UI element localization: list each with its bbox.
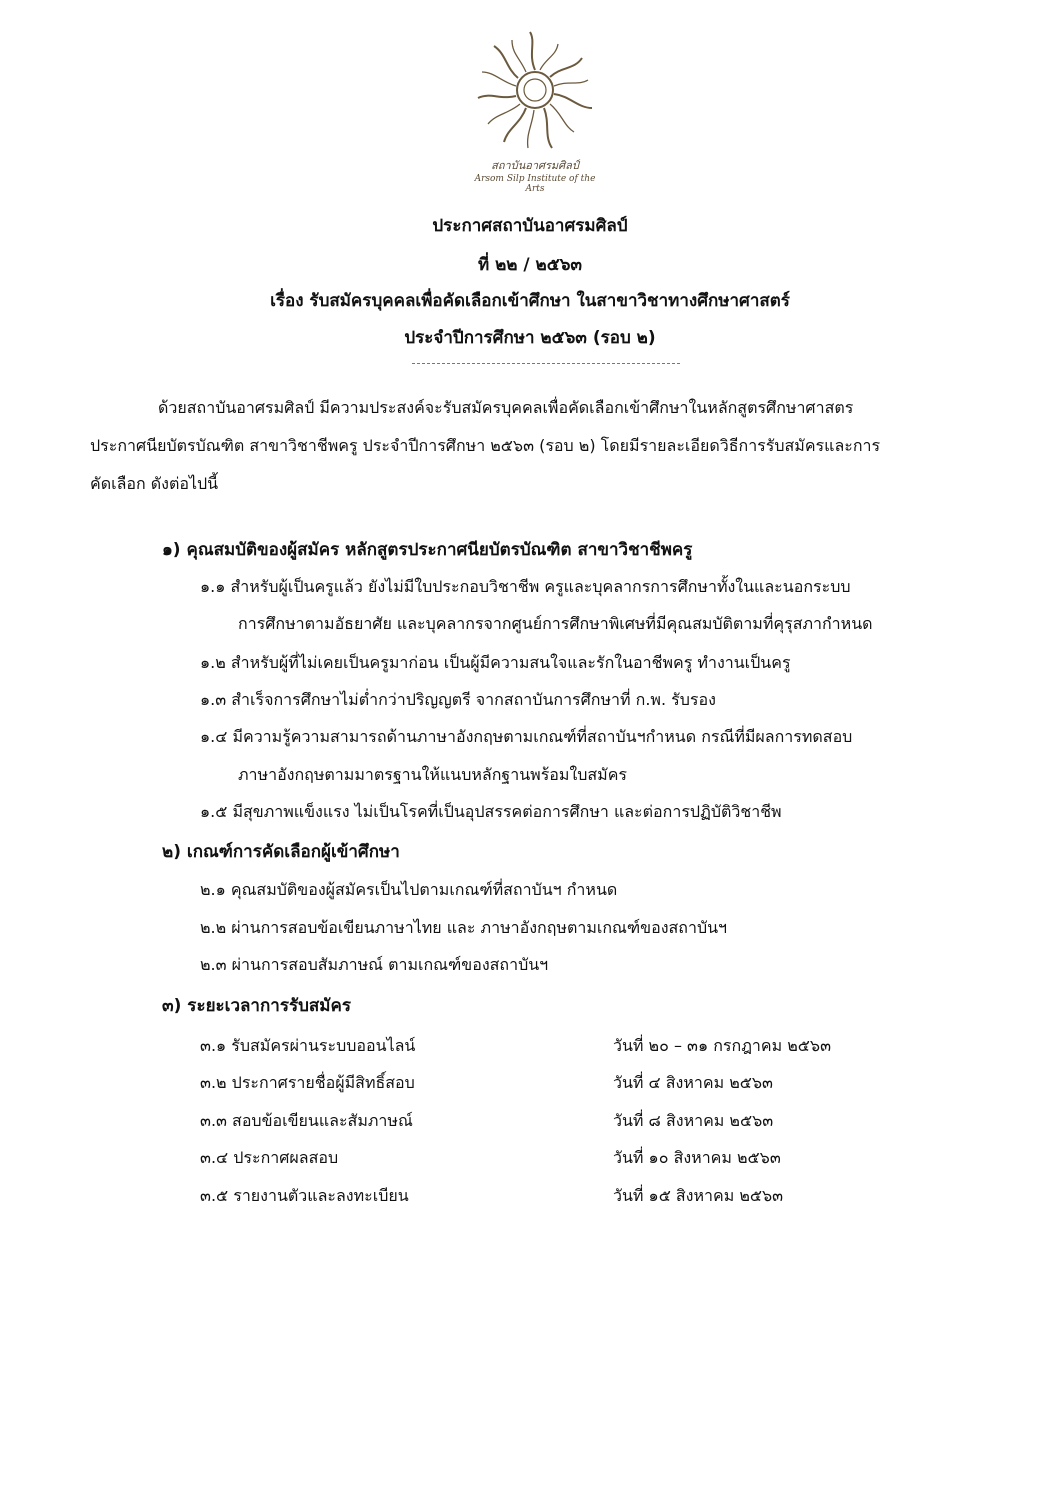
schedule-item-label: ๓.๑ รับสมัครผ่านระบบออนไลน์ <box>200 1036 416 1055</box>
schedule-item-date: วันที่ ๔ สิงหาคม ๒๕๖๓ <box>613 1073 773 1092</box>
section-3-heading: ๓) ระยะเวลาการรับสมัคร <box>162 996 351 1016</box>
item-1-3: ๑.๓ สำเร็จการศึกษาไม่ต่ำกว่าปริญญตรี จากสถาบันการศึกษาที่ ก.พ. รับรอง <box>200 690 716 709</box>
section-1-heading: ๑) คุณสมบัติของผู้สมัคร หลักสูตรประกาศนียบัตรบัณฑิต สาขาวิชาชีพครู <box>162 540 693 560</box>
schedule-item-date: วันที่ ๘ สิงหาคม ๒๕๖๓ <box>613 1111 774 1130</box>
intro-line-3: คัดเลือก ดังต่อไปนี้ <box>90 474 219 493</box>
intro-line-2: ประกาศนียบัตรบัณฑิต สาขาวิชาชีพครู ประจำปีการศึกษา ๒๕๖๓ (รอบ ๒) โดยมีรายละเอียดวิธีการรับสมัครและการ <box>90 436 881 455</box>
announcement-title: ประกาศสถาบันอาศรมศิลป์ <box>432 216 628 236</box>
item-1-1-line-2: การศึกษาตามอัธยาศัย และบุคลากรจากศูนย์การศึกษาพิเศษที่มีคุณสมบัติตามที่คุรุสภากำหนด <box>238 614 873 633</box>
academic-year: ประจำปีการศึกษา ๒๕๖๓ (รอบ ๒) <box>404 328 656 348</box>
schedule-item-label: ๓.๓ สอบข้อเขียนและสัมภาษณ์ <box>200 1111 413 1130</box>
item-1-4-line-2: ภาษาอังกฤษตามมาตรฐานให้แนบหลักฐานพร้อมใบสมัคร <box>238 765 628 784</box>
announcement-number: ที่ ๒๒ / ๒๕๖๓ <box>477 255 583 275</box>
schedule-item-label: ๓.๕ รายงานตัวและลงทะเบียน <box>200 1186 409 1205</box>
item-2-1: ๒.๑ คุณสมบัติของผู้สมัครเป็นไปตามเกณฑ์ที่สถาบันฯ กำหนด <box>200 880 618 899</box>
header-divider <box>412 363 680 364</box>
item-1-1-line-1: ๑.๑ สำหรับผู้เป็นครูแล้ว ยังไม่มีใบประกอบวิชาชีพ ครูและบุคลากรการศึกษาทั้งในและนอกระบบ <box>200 577 851 596</box>
schedule-item-date: วันที่ ๒๐ – ๓๑ กรกฎาคม ๒๕๖๓ <box>613 1036 831 1055</box>
item-1-2: ๑.๒ สำหรับผู้ที่ไม่เคยเป็นครูมาก่อน เป็นผู้มีความสนใจและรักในอาชีพครู ทำงานเป็นครู <box>200 653 791 672</box>
schedule-item-date: วันที่ ๑๐ สิงหาคม ๒๕๖๓ <box>613 1148 781 1167</box>
intro-line-1: ด้วยสถาบันอาศรมศิลป์ มีความประสงค์จะรับสมัครบุคคลเพื่อคัดเลือกเข้าศึกษาในหลักสูตรศึกษาศาสตร <box>158 398 854 417</box>
sun-emblem-icon <box>470 28 600 158</box>
item-2-2: ๒.๒ ผ่านการสอบข้อเขียนภาษาไทย และ ภาษาอังกฤษตามเกณฑ์ของสถาบันฯ <box>200 918 728 937</box>
schedule-item-label: ๓.๔ ประกาศผลสอบ <box>200 1148 339 1167</box>
item-1-4-line-1: ๑.๔ มีความรู้ความสามารถด้านภาษาอังกฤษตามเกณฑ์ที่สถาบันฯกำหนด กรณีที่มีผลการทดสอบ <box>200 727 853 746</box>
institute-logo <box>470 28 600 194</box>
schedule-item-label: ๓.๒ ประกาศรายชื่อผู้มีสิทธิ์สอบ <box>200 1073 415 1092</box>
logo-english-name: Arsom Silp Institute of the Arts <box>474 174 596 194</box>
logo-thai-name: สถาบันอาศรมศิลป์ <box>491 159 579 172</box>
item-1-5: ๑.๕ มีสุขภาพแข็งแรง ไม่เป็นโรคที่เป็นอุปสรรคต่อการศึกษา และต่อการปฏิบัติวิชาชีพ <box>200 802 782 821</box>
section-2-heading: ๒) เกณฑ์การคัดเลือกผู้เข้าศึกษา <box>162 842 400 862</box>
schedule-item-date: วันที่ ๑๕ สิงหาคม ๒๕๖๓ <box>613 1186 784 1205</box>
announcement-subject: เรื่อง รับสมัครบุคคลเพื่อคัดเลือกเข้าศึกษา ในสาขาวิชาทางศึกษาศาสตร์ <box>270 291 790 311</box>
item-2-3: ๒.๓ ผ่านการสอบสัมภาษณ์ ตามเกณฑ์ของสถาบันฯ <box>200 955 549 974</box>
